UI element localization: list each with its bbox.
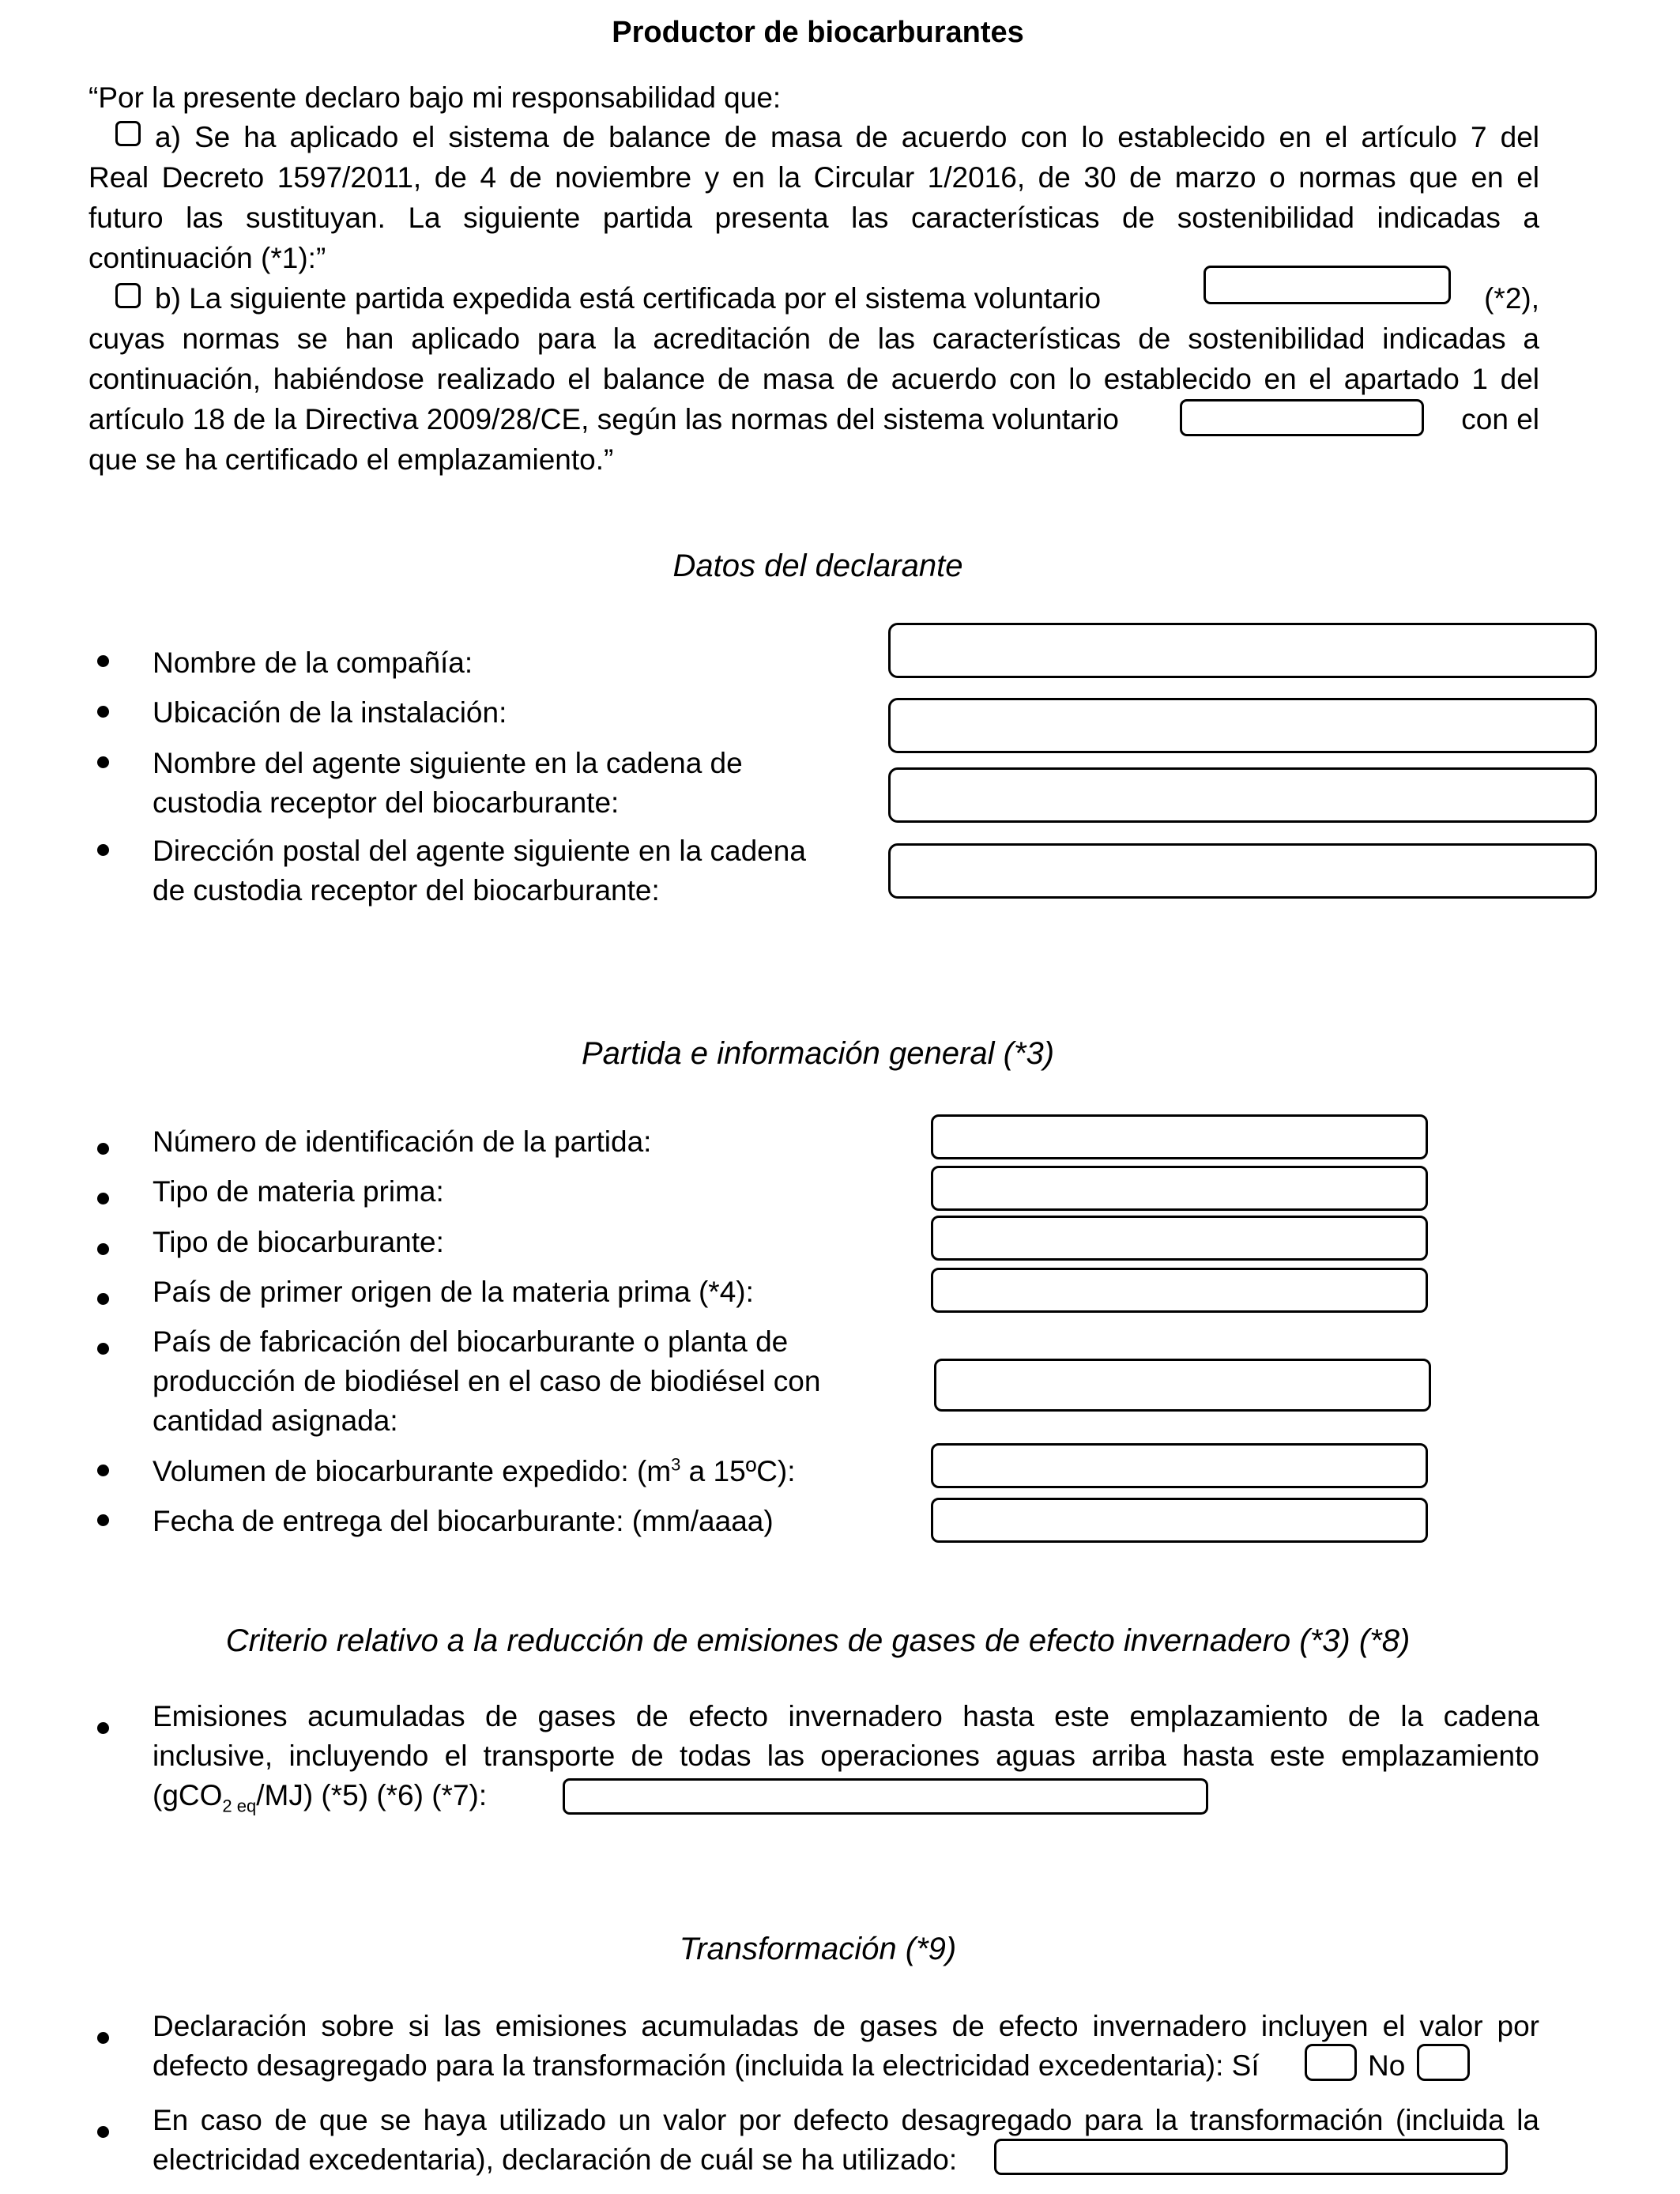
installation-location-label: Ubicación de la instalación: bbox=[153, 696, 507, 729]
bullet bbox=[97, 1193, 109, 1204]
no-checkbox[interactable] bbox=[1417, 2044, 1470, 2081]
voluntary-scheme-field-2[interactable] bbox=[1180, 399, 1424, 436]
transformation-item-1-line-2: defecto desagregado para la transformación (incluida la electricidad excedentaria): Sí bbox=[153, 2049, 1260, 2082]
page-title: Productor de biocarburantes bbox=[612, 16, 1024, 49]
section-heading-transformacion: Transformación (*9) bbox=[679, 1932, 957, 1966]
bullet bbox=[97, 844, 109, 856]
bullet bbox=[97, 2126, 109, 2138]
option-a-line-2: Real Decreto 1597/2011, de 4 de noviembre y en la Circular 1/2016, de 30 de marzo o normas que en el bbox=[89, 161, 1539, 194]
transformation-item-2-line-2: electricidad excedentaria), declaración de cuál se ha utilizado: bbox=[153, 2143, 958, 2176]
bullet bbox=[97, 1514, 109, 1526]
option-b-line-4-end: con el bbox=[1461, 403, 1539, 435]
bullet bbox=[97, 655, 109, 667]
company-name-label: Nombre de la compañía: bbox=[153, 647, 473, 679]
default-value-field[interactable] bbox=[994, 2139, 1508, 2175]
feedstock-type-label: Tipo de materia prima: bbox=[153, 1175, 444, 1208]
option-a-line-4: continuación (*1):” bbox=[89, 242, 326, 274]
transformation-item-2-line-1: En caso de que se haya utilizado un valor por defecto desagregado para la transformación (incluida la bbox=[153, 2104, 1539, 2136]
option-b-line-1: b) La siguiente partida expedida está certificada por el sistema voluntario bbox=[155, 282, 1102, 315]
production-country-label-1: País de fabricación del biocarburante o planta de bbox=[153, 1325, 789, 1358]
volume-label: Volumen de biocarburante expedido: ($m^3$ a 15ºC): bbox=[153, 1454, 796, 1487]
volume-field[interactable] bbox=[931, 1443, 1428, 1488]
production-country-field[interactable] bbox=[934, 1359, 1431, 1412]
option-b-line-5: que se ha certificado el emplazamiento.” bbox=[89, 443, 614, 476]
declaration-intro: “Por la presente declaro bajo mi responsabilidad que: bbox=[89, 81, 782, 114]
feedstock-origin-field[interactable] bbox=[931, 1268, 1428, 1313]
next-agent-name-field[interactable] bbox=[888, 767, 1597, 823]
bullet bbox=[97, 1243, 109, 1255]
feedstock-type-field[interactable] bbox=[931, 1166, 1428, 1211]
option-b-ref: (*2), bbox=[1484, 282, 1539, 315]
batch-id-label: Número de identificación de la partida: bbox=[153, 1125, 652, 1158]
option-a-line-3: futuro las sustituyan. La siguiente partida presenta las características de sostenibilidad indicadas a bbox=[89, 202, 1539, 234]
company-name-field[interactable] bbox=[888, 623, 1597, 678]
yes-checkbox[interactable] bbox=[1305, 2044, 1357, 2081]
section-heading-criterio: Criterio relativo a la reducción de emisiones de gases de efecto invernadero (*3) (*8) bbox=[225, 1623, 1411, 1658]
installation-location-field[interactable] bbox=[888, 698, 1597, 753]
option-b-line-3: continuación, habiéndose realizado el balance de masa de acuerdo con lo establecido en el apartado 1 del bbox=[89, 363, 1539, 395]
bullet bbox=[97, 1143, 109, 1155]
production-country-label-2: producción de biodiésel en el caso de biodiésel con bbox=[153, 1365, 821, 1397]
bullet bbox=[97, 1465, 109, 1476]
option-a-line-1: a) Se ha aplicado el sistema de balance de masa de acuerdo con lo establecido en el artículo 7 del bbox=[155, 121, 1539, 153]
option-b-line-4: artículo 18 de la Directiva 2009/28/CE, según las normas del sistema voluntario bbox=[89, 403, 1119, 435]
feedstock-origin-label: País de primer origen de la materia prima (*4): bbox=[153, 1276, 754, 1308]
next-agent-name-label-2: custodia receptor del biocarburante: bbox=[153, 786, 620, 819]
next-agent-address-label-2: de custodia receptor del biocarburante: bbox=[153, 874, 660, 907]
delivery-date-label: Fecha de entrega del biocarburante: (mm/aaaa) bbox=[153, 1505, 774, 1537]
biofuel-type-field[interactable] bbox=[931, 1216, 1428, 1261]
next-agent-address-label-1: Dirección postal del agente siguiente en la cadena bbox=[153, 835, 806, 867]
bullet bbox=[97, 1343, 109, 1355]
bullet bbox=[97, 756, 109, 768]
next-agent-address-field[interactable] bbox=[888, 843, 1597, 899]
emissions-line-1: Emisiones acumuladas de gases de efecto invernadero hasta este emplazamiento de la cadena bbox=[153, 1700, 1539, 1732]
production-country-label-3: cantidad asignada: bbox=[153, 1404, 398, 1437]
voluntary-scheme-field-1[interactable] bbox=[1203, 266, 1451, 304]
bullet bbox=[97, 706, 109, 718]
next-agent-name-label-1: Nombre del agente siguiente en la cadena de bbox=[153, 747, 743, 779]
batch-id-field[interactable] bbox=[931, 1114, 1428, 1159]
bullet bbox=[97, 1293, 109, 1305]
no-label: No bbox=[1368, 2049, 1406, 2082]
emissions-line-2: inclusive, incluyendo el transporte de todas las operaciones aguas arriba hasta este emplazamiento bbox=[153, 1740, 1539, 1772]
section-heading-declarante: Datos del declarante bbox=[672, 548, 963, 583]
option-b-checkbox[interactable] bbox=[115, 283, 141, 308]
emissions-field[interactable] bbox=[563, 1778, 1208, 1815]
option-b-line-2: cuyas normas se han aplicado para la acreditación de las características de sostenibilidad indicadas a bbox=[89, 322, 1539, 355]
bullet bbox=[97, 2032, 109, 2044]
biofuel-type-label: Tipo de biocarburante: bbox=[153, 1226, 444, 1258]
transformation-item-1-line-1: Declaración sobre si las emisiones acumuladas de gases de efecto invernadero incluyen el valor por bbox=[153, 2010, 1539, 2042]
emissions-line-3: (gCO$_{2 eq}$/MJ) (*5) (*6) (*7): bbox=[153, 1779, 488, 1816]
option-a-checkbox[interactable] bbox=[115, 121, 141, 146]
bullet bbox=[97, 1722, 109, 1734]
section-heading-partida: Partida e información general (*3) bbox=[581, 1036, 1055, 1071]
delivery-date-field[interactable] bbox=[931, 1498, 1428, 1543]
